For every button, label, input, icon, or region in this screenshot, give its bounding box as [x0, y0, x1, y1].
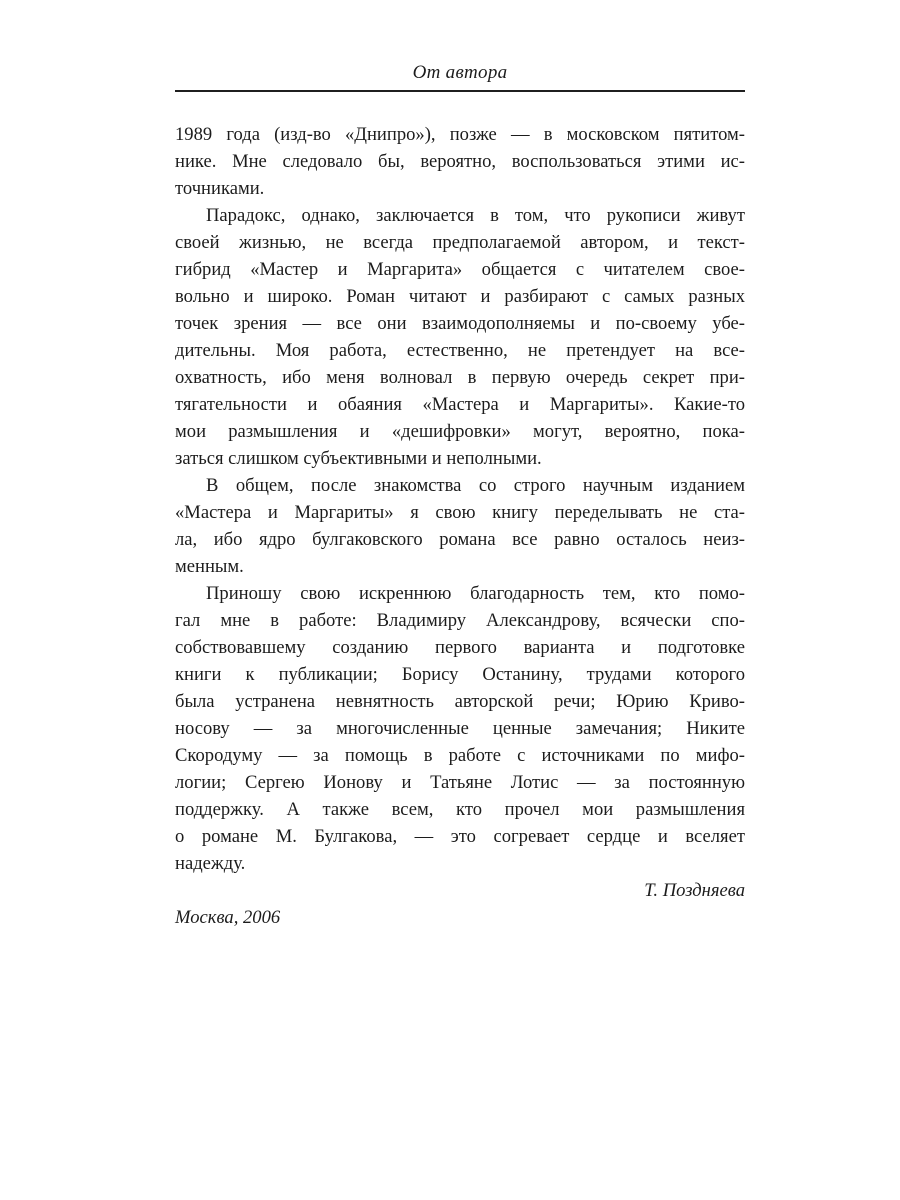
page-content [175, 0, 745, 931]
text-line: гал мне в работе: Владимиру Александрову, всячески спо- [175, 610, 745, 631]
paragraph [175, 121, 745, 202]
text-line: точниками. [175, 178, 265, 199]
text-line: Приношу свою искреннюю благодарность тем, кто помо- [206, 583, 745, 604]
signature-author: Т. Поздняева [644, 880, 745, 901]
text-line: книги к публикации; Борису Останину, трудами которого [175, 664, 745, 685]
text-line: ла, ибо ядро булгаковского романа все равно осталось неиз- [175, 529, 745, 550]
text-line: логии; Сергею Ионову и Татьяне Лотис — за постоянную [175, 772, 745, 793]
text-line: была устранена невнятность авторской речи; Юрию Криво- [175, 691, 745, 712]
text-line: мои размышления и «дешифровки» могут, вероятно, пока- [175, 421, 745, 442]
text-line: поддержку. А также всем, кто прочел мои размышления [175, 799, 745, 820]
text-body [175, 121, 745, 877]
signature-block [175, 877, 745, 931]
signature-place-date: Москва, 2006 [175, 907, 281, 928]
text-line: заться слишком субъективными и неполными. [175, 448, 542, 469]
text-line: о романе М. Булгакова, — это согревает сердце и вселяет [175, 826, 745, 847]
paragraph [175, 472, 745, 580]
text-line: надежду. [175, 853, 246, 874]
header-rule [175, 90, 745, 92]
running-head: От автора [412, 62, 508, 83]
text-line: носову — за многочисленные ценные замечания; Никите [175, 718, 745, 739]
text-line: точек зрения — все они взаимодополняемы и по-своему убе- [175, 313, 745, 334]
text-line: 1989 года (изд-во «Днипро»), позже — в московском пятитом- [175, 124, 745, 145]
text-line: вольно и широко. Роман читают и разбирают с самых разных [175, 286, 745, 307]
text-line: своей жизнью, не всегда предполагаемой автором, и текст- [175, 232, 745, 253]
text-line: собствовавшему созданию первого варианта и подготовке [175, 637, 745, 658]
text-line: В общем, после знакомства со строго научным изданием [206, 475, 745, 496]
paragraph [175, 580, 745, 877]
text-line: нике. Мне следовало бы, вероятно, воспользоваться этими ис- [175, 151, 745, 172]
text-line: Скородуму — за помощь в работе с источниками по мифо- [175, 745, 745, 766]
text-line: гибрид «Мастер и Маргарита» общается с читателем свое- [175, 259, 745, 280]
paragraph [175, 202, 745, 472]
text-line: тягательности и обаяния «Мастера и Маргариты». Какие-то [175, 394, 745, 415]
text-line: дительны. Моя работа, естественно, не претендует на все- [175, 340, 745, 361]
text-line: менным. [175, 556, 244, 577]
text-line: «Мастера и Маргариты» я свою книгу переделывать не ста- [175, 502, 745, 523]
text-line: охватность, ибо меня волновал в первую очередь секрет при- [175, 367, 745, 388]
text-line: Парадокс, однако, заключается в том, что рукописи живут [206, 205, 745, 226]
